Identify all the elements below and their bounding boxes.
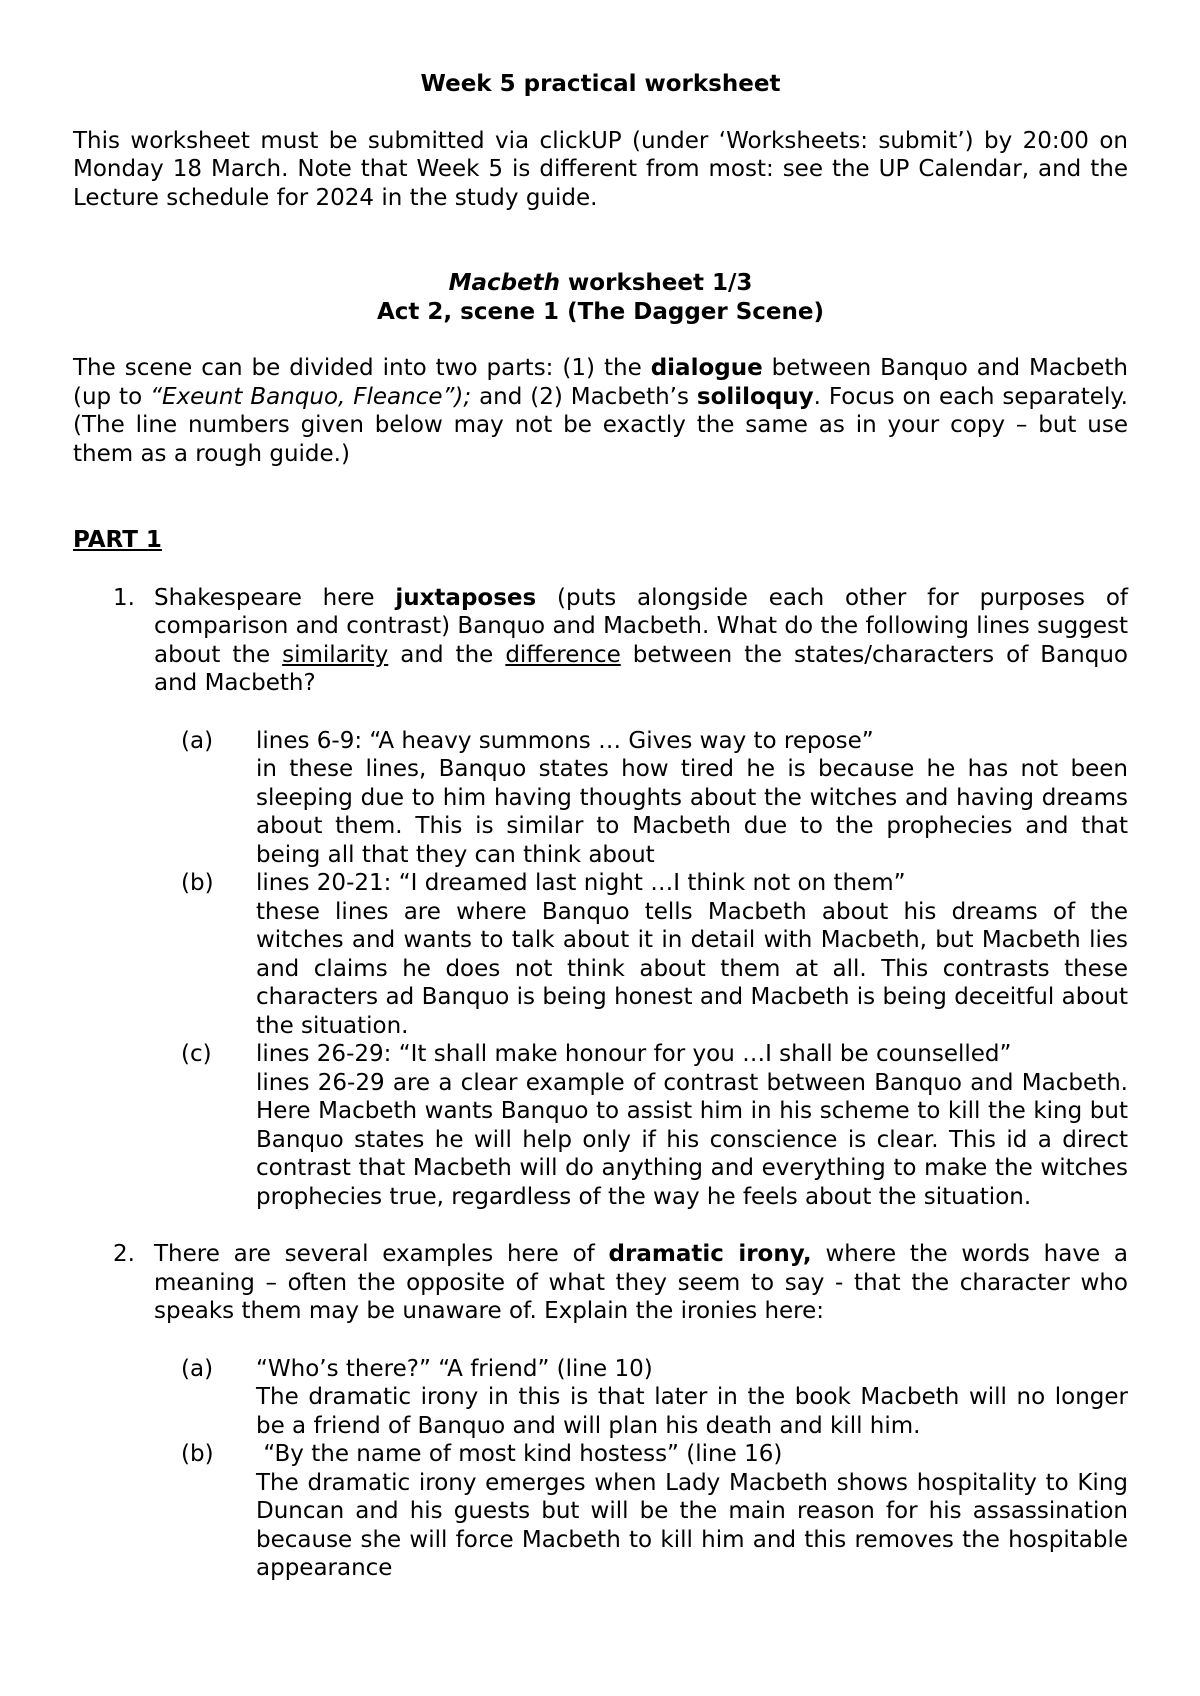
sub-question	[73, 1355, 1128, 1441]
question-list	[73, 584, 1128, 1583]
sub-question	[73, 869, 1128, 1040]
intro-text-1: The scene can be divided into two parts: (1) the	[73, 355, 651, 381]
sub-question-label: (c)	[181, 1041, 212, 1067]
sub-question-answer: The dramatic irony emerges when Lady Macbeth shows hospitality to King Duncan and his guests but will be the main reason for his assassination because she will force Macbeth to kill him and this removes the hospitable appearance	[256, 1469, 1128, 1581]
intro-stage-direction: “Exeunt Banquo, Fleance”);	[150, 383, 472, 410]
sub-question-prompt: “By the name of most kind hostess” (line 16)	[256, 1441, 783, 1467]
sub-question-answer: The dramatic irony in this is that later in the book Macbeth will no longer be a friend of Banquo and will plan his death and kill him.	[256, 1384, 1128, 1439]
sub-question	[73, 1040, 1128, 1211]
q1-sub-questions	[154, 727, 1128, 1212]
sub-question-answer: in these lines, Banquo states how tired he is because he has not been sleeping due to him having thoughts about the witches and having dreams about them. This is similar to Macbeth due to the prophecies and that being all that they can think about	[256, 756, 1128, 868]
q2-text-2: where the words have a meaning – often the opposite of what they seem to say - that the character who speaks them may be unaware of. Explain the ironies here:	[154, 1241, 1128, 1324]
q1-underline-difference: difference	[505, 641, 621, 668]
sub-question-label: (a)	[181, 1355, 214, 1382]
q2-sub-questions	[154, 1355, 1128, 1583]
question-number: 1.	[113, 584, 135, 611]
sub-question-answer: these lines are where Banquo tells Macbeth about his dreams of the witches and wants to talk about it in detail with Macbeth, but Macbeth lies and claims he does not think about them at all. This contrasts these characters ad Banquo is being honest and Macbeth is being deceitful about the situation.	[256, 898, 1128, 1039]
worksheet-title-rest: worksheet 1/3	[560, 270, 753, 296]
q1-bold-term: juxtaposes	[395, 584, 537, 611]
q1-text-4: between the states/characters of Banquo and Macbeth?	[154, 641, 1128, 696]
worksheet-subtitle: Act 2, scene 1 (The Dagger Scene)	[376, 298, 825, 325]
q1-text-1: Shakespeare here	[154, 584, 396, 611]
question-1	[73, 584, 1128, 1212]
sub-question-prompt: lines 26-29: “It shall make honour for you …I shall be counselled”	[256, 1041, 1012, 1067]
question-2	[73, 1240, 1128, 1583]
q1-text-3: and the	[388, 641, 506, 668]
sub-question-prompt: lines 20-21: “I dreamed last night …I think not on them”	[256, 870, 906, 896]
q2-bold-term: dramatic irony,	[608, 1241, 812, 1267]
submission-instructions: This worksheet must be submitted via clickUP (under ‘Worksheets: submit’) by 20:00 on Monday 18 March. Note that Week 5 is different from most: see the UP Calendar, and the Lecture schedule for 2024 in the study guide.	[73, 127, 1128, 211]
worksheet-page	[73, 70, 1128, 1583]
sub-question	[73, 727, 1128, 870]
page-title: Week 5 practical worksheet	[420, 71, 781, 97]
intro-text-2: between Banquo and Macbeth (up to	[73, 355, 1128, 410]
intro-text-3: and (2) Macbeth’s	[471, 383, 697, 410]
sub-question-prompt: lines 6-9: “A heavy summons … Gives way to repose”	[256, 727, 874, 754]
sub-question-answer: lines 26-29 are a clear example of contrast between Banquo and Macbeth. Here Macbeth wants Banquo to assist him in his scheme to kill the king but Banquo states he will help only if his conscience is clear. This id a direct contrast that Macbeth will do anything and everything to make the witches prophecies true, regardless of the way he feels about the situation.	[256, 1069, 1128, 1210]
intro-text-4: . Focus on each separately. (The line numbers given below may not be exactly the same as in your copy – but use them as a rough guide.)	[73, 383, 1128, 467]
worksheet-title-play: Macbeth	[448, 270, 561, 296]
worksheet-title	[73, 269, 1128, 298]
sub-question-label: (b)	[181, 1441, 214, 1467]
scene-intro-paragraph	[73, 354, 1128, 468]
intro-dialogue-term: dialogue	[650, 355, 763, 381]
sub-question-prompt: “Who’s there?” “A friend” (line 10)	[256, 1355, 653, 1382]
q2-text-1: There are several examples here of	[154, 1241, 609, 1267]
sub-question-label: (b)	[181, 870, 214, 896]
question-text	[154, 1240, 1128, 1326]
q1-underline-similarity: similarity	[282, 641, 389, 668]
part-1-heading: PART 1	[73, 527, 162, 553]
question-text	[154, 584, 1128, 698]
sub-question-label: (a)	[181, 727, 214, 754]
intro-soliloquy-term: soliloquy	[696, 383, 814, 410]
question-number: 2.	[113, 1241, 135, 1267]
q1-text-2: (puts alongside each other for purposes of comparison and contrast) Banquo and Macbeth. What do the following lines suggest about the	[154, 584, 1128, 668]
sub-question	[73, 1440, 1128, 1583]
